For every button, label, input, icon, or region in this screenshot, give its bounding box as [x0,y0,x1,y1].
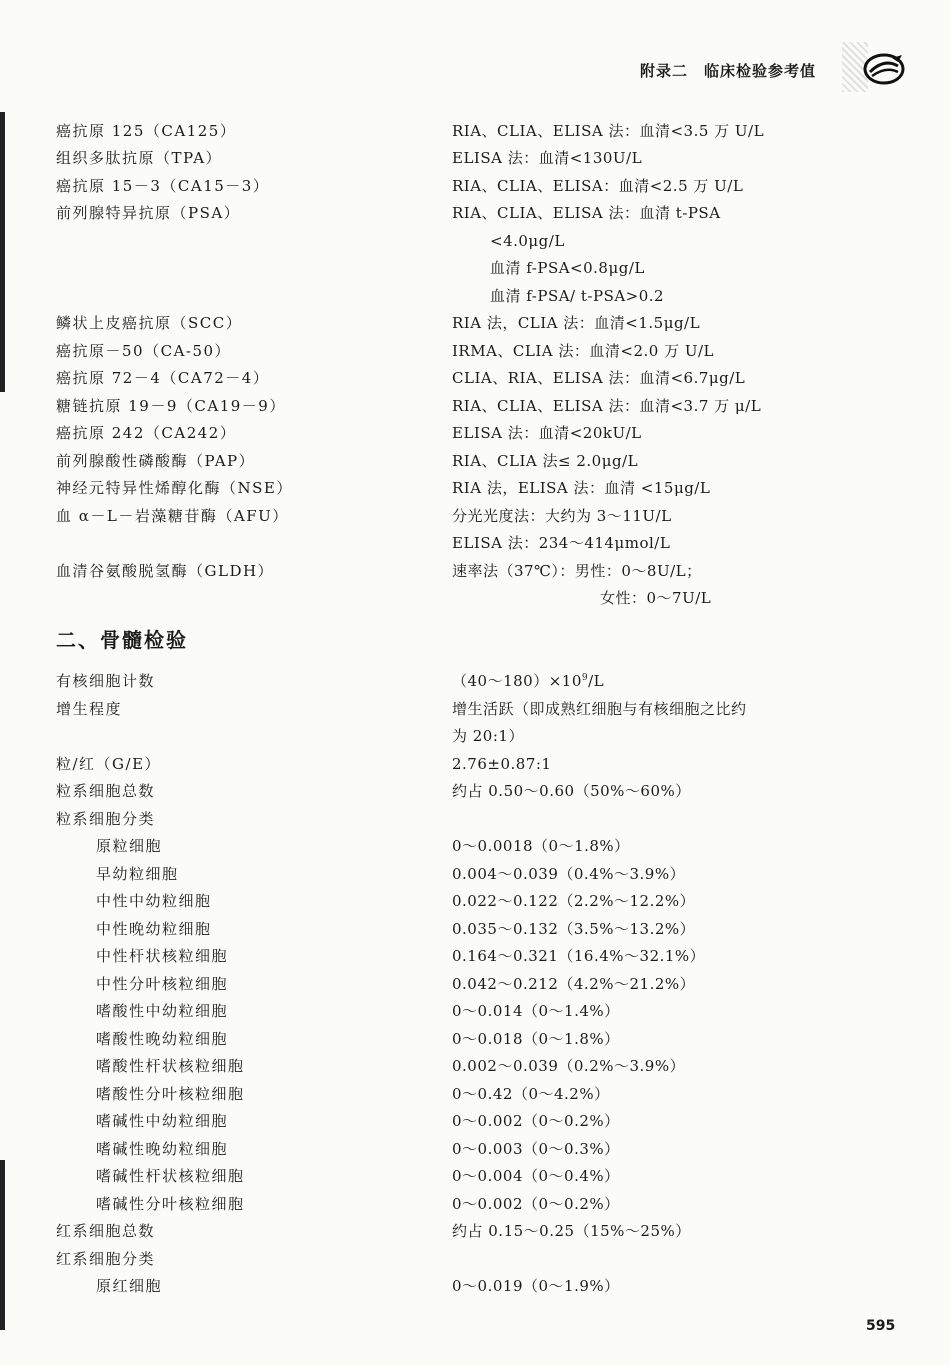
item-value: 0～0.002（0～0.2%） [452,1195,620,1213]
list-item [0,338,950,364]
item-name: 有核细胞计数 [56,672,156,690]
list-item [0,778,950,804]
item-value [452,668,604,694]
list-item [0,998,950,1024]
list-item [0,118,950,144]
item-name: 血 α－L－岩藻糖苷酶（AFU） [56,507,289,525]
list-item-continuation [0,228,950,254]
list-item [0,420,950,446]
item-name: 中性分叶核粒细胞 [96,975,229,993]
list-item [0,668,950,694]
list-item [0,503,950,529]
list-item [0,1191,950,1217]
item-value: 约占 0.50～0.60（50%～60%） [452,782,691,800]
item-value: 0～0.003（0～0.3%） [452,1140,620,1158]
list-item [0,1218,950,1244]
list-item [0,1246,950,1272]
list-item [0,696,950,722]
item-value: 0～0.42（0～4.2%） [452,1085,610,1103]
section-title: 二、骨髓检验 [56,628,188,652]
item-value: 0.164～0.321（16.4%～32.1%） [452,947,706,965]
list-item [0,1163,950,1189]
item-name: 粒/红（G/E） [56,755,162,773]
item-name: 增生程度 [56,700,123,718]
item-value: ELISA 法：血清<130U/L [452,149,643,167]
list-item [0,751,950,777]
list-item-continuation [0,530,950,556]
list-item [0,448,950,474]
page-number: 595 [866,1318,896,1334]
item-name: 前列腺酸性磷酸酶（PAP） [56,452,256,470]
item-value: 增生活跃（即成熟红细胞与有核细胞之比约 [452,700,747,718]
item-value: RIA、CLIA、ELISA 法：血清 t-PSA [452,204,721,222]
item-name: 中性中幼粒细胞 [96,892,212,910]
item-value: RIA 法，ELISA 法：血清 <15μg/L [452,479,711,497]
item-value: 2.76±0.87:1 [452,755,552,773]
item-value: 0.035～0.132（3.5%～13.2%） [452,920,696,938]
list-item [0,1136,950,1162]
item-value: 0～0.0018（0～1.8%） [452,837,630,855]
item-value: 血清 f-PSA<0.8μg/L [490,259,645,277]
item-name: 嗜酸性分叶核粒细胞 [96,1085,245,1103]
item-value: 速率法（37℃）：男性：0～8U/L； [452,562,702,580]
item-value: RIA 法，CLIA 法：血清<1.5μg/L [452,314,701,332]
list-item [0,888,950,914]
list-item [0,1273,950,1299]
list-item [0,558,950,584]
item-name: 原粒细胞 [96,837,163,855]
list-item [0,1026,950,1052]
item-value: <4.0μg/L [490,232,565,250]
list-item [0,393,950,419]
item-value: 0.002～0.039（0.2%～3.9%） [452,1057,686,1075]
item-name: 神经元特异性烯醇化酶（NSE） [56,479,293,497]
item-value: 0.042～0.212（4.2%～21.2%） [452,975,696,993]
item-name: 粒系细胞总数 [56,782,156,800]
list-item [0,971,950,997]
item-value: RIA、CLIA、ELISA：血清<2.5 万 U/L [452,177,744,195]
item-name: 嗜碱性中幼粒细胞 [96,1112,229,1130]
item-name: 红系细胞总数 [56,1222,156,1240]
list-item [0,475,950,501]
item-name: 癌抗原－50（CA-50） [56,342,232,360]
item-value: 0～0.004（0～0.4%） [452,1167,620,1185]
list-item [0,1053,950,1079]
item-name: 癌抗原 125（CA125） [56,122,237,140]
item-name: 早幼粒细胞 [96,865,179,883]
header-appendix: 附录二 [640,62,689,80]
item-name: 癌抗原 242（CA242） [56,424,237,442]
item-value: 0.004～0.039（0.4%～3.9%） [452,865,686,883]
item-value: ELISA 法：234～414μmol/L [452,534,671,552]
item-name: 粒系细胞分类 [56,810,156,828]
list-item-continuation [0,585,950,611]
item-value: 0～0.002（0～0.2%） [452,1112,620,1130]
list-item [0,200,950,226]
list-item [0,1108,950,1134]
item-name: 糖链抗原 19－9（CA19－9） [56,397,286,415]
item-name: 原红细胞 [96,1277,163,1295]
item-value: IRMA、CLIA 法：血清<2.0 万 U/L [452,342,714,360]
item-value: 0.022～0.122（2.2%～12.2%） [452,892,696,910]
item-name: 嗜酸性晚幼粒细胞 [96,1030,229,1048]
item-value: RIA、CLIA 法≤ 2.0μg/L [452,452,639,470]
list-item [0,365,950,391]
list-item [0,145,950,171]
item-name: 嗜碱性分叶核粒细胞 [96,1195,245,1213]
item-value: 约占 0.15～0.25（15%～25%） [452,1222,691,1240]
item-value: 0～0.018（0～1.8%） [452,1030,620,1048]
item-name: 嗜酸性中幼粒细胞 [96,1002,229,1020]
list-item [0,310,950,336]
item-name: 红系细胞分类 [56,1250,156,1268]
item-name: 嗜碱性晚幼粒细胞 [96,1140,229,1158]
item-value: 分光光度法：大约为 3～11U/L [452,507,672,525]
list-item [0,833,950,859]
list-item [0,1081,950,1107]
list-item-continuation [0,283,950,309]
list-item [0,943,950,969]
item-value: RIA、CLIA、ELISA 法：血清<3.5 万 U/L [452,122,765,140]
item-name: 癌抗原 72－4（CA72－4） [56,369,270,387]
publisher-logo-icon [862,52,906,86]
item-value: 血清 f-PSA/ t-PSA>0.2 [490,287,665,305]
list-item [0,173,950,199]
value-exponent: 9 [581,673,589,683]
item-value: RIA、CLIA、ELISA 法：血清<3.7 万 μ/L [452,397,762,415]
item-name: 血清谷氨酸脱氢酶（GLDH） [56,562,275,580]
item-value: 女性：0～7U/L [600,589,712,607]
item-name: 前列腺特异抗原（PSA） [56,204,241,222]
value-unit: /L [588,672,605,690]
list-item-continuation [0,255,950,281]
list-item-continuation [0,723,950,749]
item-value: 0～0.019（0～1.9%） [452,1277,620,1295]
item-name: 组织多肽抗原（TPA） [56,149,223,167]
item-value: CLIA、RIA、ELISA 法：血清<6.7μg/L [452,369,746,387]
item-name: 中性杆状核粒细胞 [96,947,229,965]
item-value: ELISA 法：血清<20kU/L [452,424,642,442]
header-title: 临床检验参考值 [704,62,817,80]
running-header [640,60,816,81]
list-item [0,806,950,832]
value-base: （40～180）×10 [452,672,582,690]
item-name: 嗜酸性杆状核粒细胞 [96,1057,245,1075]
list-item [0,916,950,942]
item-name: 鳞状上皮癌抗原（SCC） [56,314,243,332]
list-item [0,861,950,887]
item-name: 嗜碱性杆状核粒细胞 [96,1167,245,1185]
item-name: 癌抗原 15－3（CA15－3） [56,177,270,195]
item-value: 0～0.014（0～1.4%） [452,1002,620,1020]
item-value: 为 20:1） [452,727,524,745]
item-name: 中性晚幼粒细胞 [96,920,212,938]
